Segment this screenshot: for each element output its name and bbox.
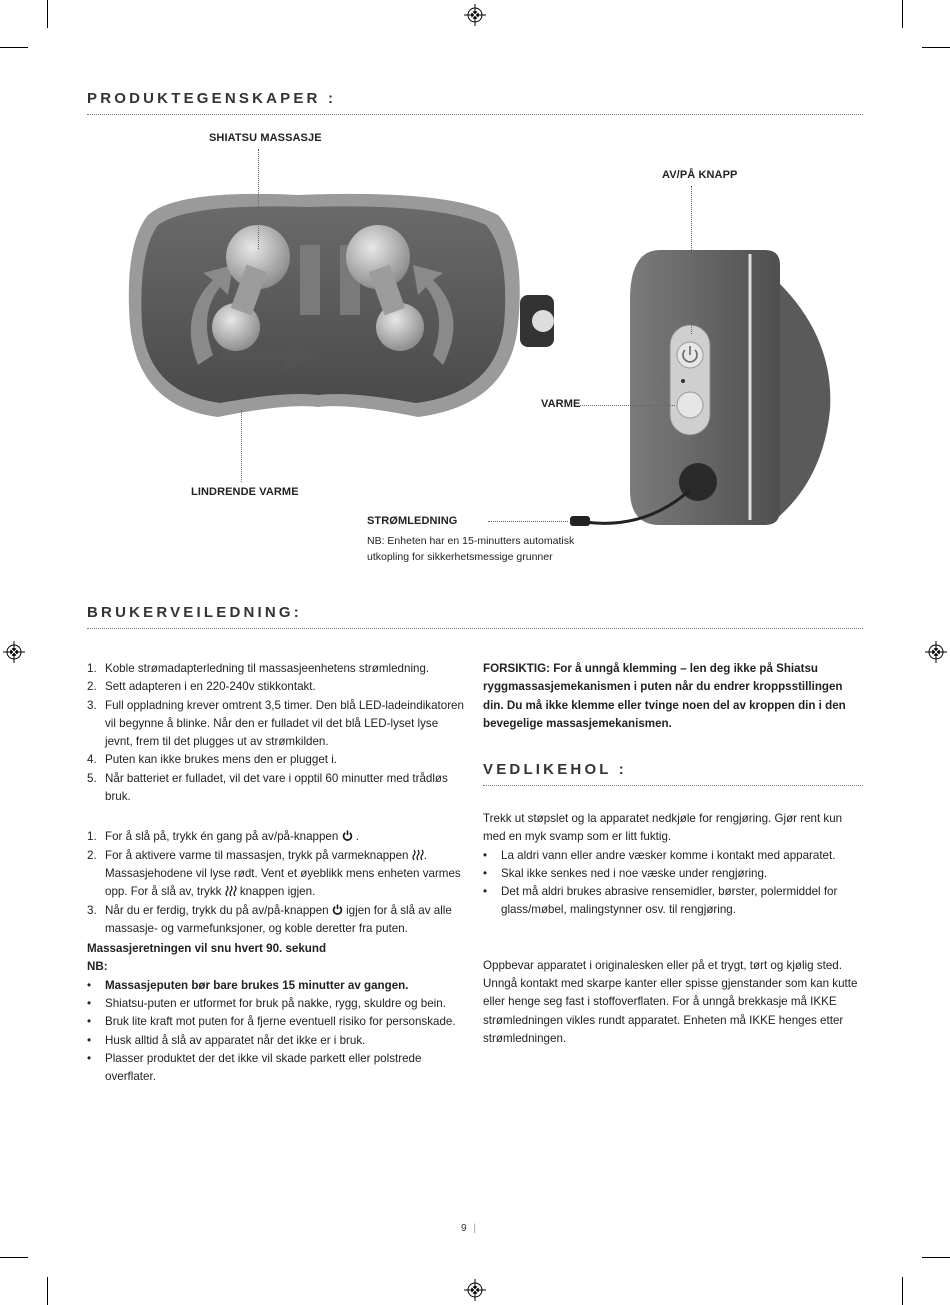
step-number: 1.	[87, 830, 97, 844]
step-number: 2.	[87, 848, 97, 862]
registration-mark-icon	[464, 4, 486, 26]
step-number: 3.	[87, 903, 97, 917]
caution-text: FORSIKTIG: For å unngå klemming – len deg ikke på Shiatsu ryggmassasjemekanismen i puten når du endrer kroppsstillingen din. Du må ikke klemme eller tvinge noen del av kroppen din i den bevegelige massasjemekanismen.	[483, 662, 846, 730]
crop-mark	[902, 1277, 903, 1305]
list-item	[483, 847, 863, 865]
usage-right-column	[483, 660, 863, 733]
crop-mark	[47, 1277, 48, 1305]
bullet-icon: •	[87, 997, 92, 1011]
step-number: 1.	[87, 662, 97, 675]
list-item	[483, 883, 863, 920]
bullet-text: Plasser produktet der det ikke vil skade parkett eller polstrede overflater.	[105, 1051, 422, 1084]
registration-mark-icon	[925, 641, 947, 663]
bullet-icon: •	[483, 866, 488, 880]
crop-mark	[0, 1257, 28, 1258]
maintenance-column	[483, 810, 863, 1048]
operation-steps-list	[87, 828, 467, 938]
bullet-icon: •	[87, 1033, 92, 1047]
bullet-text: Husk alltid å slå av apparatet når det ikke er i bruk.	[105, 1033, 366, 1047]
step-number: 5.	[87, 771, 97, 785]
step-number: 3.	[87, 698, 97, 712]
cord-note-line: utkopling for sikkerhetsmessige grunner	[367, 551, 553, 563]
list-item	[87, 828, 467, 846]
leader-line	[258, 149, 259, 249]
step-text: Sett adapteren i en 220-240v stikkontakt.	[105, 680, 316, 694]
list-item	[87, 660, 467, 678]
bullet-text: Massasjeputen bør bare brukes 15 minutter av gangen.	[105, 978, 409, 992]
leader-line	[241, 410, 242, 482]
section-rule	[483, 785, 863, 786]
list-item	[87, 977, 467, 995]
list-item	[87, 847, 467, 902]
step-text: igjen for å slå av alle massasje- og varmefunksjoner, og koble deretter fra puten.	[105, 903, 452, 935]
crop-mark	[47, 0, 48, 28]
crop-mark	[902, 0, 903, 28]
bullet-icon: •	[483, 848, 488, 862]
section-rule	[87, 628, 863, 629]
list-item	[87, 697, 467, 752]
step-text: For å slå på, trykk én gang på av/på-knappen	[105, 830, 339, 844]
maintenance-title: VEDLIKEHOL :	[483, 761, 627, 778]
heat-waves-icon	[412, 849, 424, 861]
list-item	[87, 751, 467, 769]
step-text: Full oppladning krever omtrent 3,5 timer. Den blå LED-ladeindikatoren vil begynne å blinke. Når den er fulladet vil det blå LED-lyset lyse jevnt, frem til det plugges ut av strømkilden.	[105, 698, 464, 749]
massage-pillow-side-image	[565, 240, 840, 545]
page-number	[461, 1223, 476, 1234]
bullet-text: Shiatsu-puten er utformet for bruk på nakke, rygg, skuldre og bein.	[105, 997, 446, 1011]
usage-notes-list	[87, 977, 467, 1087]
list-item	[87, 770, 467, 807]
page-separator: |	[473, 1223, 476, 1234]
list-item	[87, 1050, 467, 1087]
step-number: 2.	[87, 680, 97, 694]
massage-pillow-front-image	[118, 185, 558, 445]
cord-note-line: NB: Enheten har en 15-minutters automatisk	[367, 535, 575, 547]
section-rule	[87, 114, 863, 115]
label-on-off-button: AV/PÅ KNAPP	[662, 169, 738, 181]
setup-steps-list	[87, 660, 467, 806]
list-item	[483, 865, 863, 883]
features-title: PRODUKTEGENSKAPER :	[87, 90, 337, 107]
step-text: Koble strømadapterledning til massasjeenhetens strømledning.	[105, 662, 430, 675]
registration-mark-icon	[464, 1279, 486, 1301]
label-shiatsu-massage: SHIATSU MASSASJE	[209, 132, 322, 144]
direction-note: Massasjeretningen vil snu hvert 90. sekund	[87, 942, 327, 956]
bullet-icon: •	[87, 1051, 92, 1065]
label-soothing-heat: LINDRENDE VARME	[191, 486, 299, 498]
step-text: knappen igjen.	[236, 885, 316, 899]
step-text: .	[352, 830, 359, 844]
crop-mark	[922, 1257, 950, 1258]
leader-line	[580, 405, 675, 406]
bullet-text: La aldri vann eller andre væsker komme i kontakt med apparatet.	[501, 848, 836, 862]
crop-mark	[0, 47, 28, 48]
leader-line	[488, 521, 568, 522]
crop-mark	[922, 47, 950, 48]
step-text: Puten kan ikke brukes mens den er plugget i.	[105, 753, 338, 767]
power-icon	[332, 904, 343, 915]
step-number: 4.	[87, 753, 97, 767]
list-item	[87, 678, 467, 696]
registration-mark-icon	[3, 641, 25, 663]
step-text: For å aktivere varme til massasjen, trykk på varmeknappen	[105, 848, 409, 862]
maintenance-intro: Trekk ut støpslet og la apparatet nedkjøle for rengjøring. Gjør rent kun med en myk svamp som er litt fuktig.	[483, 812, 843, 844]
list-item	[87, 902, 467, 939]
storage-text: Oppbevar apparatet i originalesken eller på et trygt, tørt og kjølig sted. Unngå kontakt med skarpe kanter eller spisse gjenstander som kan kutte eller henge seg fast i stoffoverflaten. For å unngå brekkasje må IKKE strømledningen vikles rundt apparatet. Enheten må IKKE henges etter strømledningen.	[483, 958, 858, 1045]
list-item	[87, 995, 467, 1013]
bullet-text: Bruk lite kraft mot puten for å fjerne eventuell risiko for personskade.	[105, 1015, 456, 1029]
page-number-value: 9	[461, 1223, 467, 1234]
heat-waves-icon	[225, 885, 237, 897]
bullet-icon: •	[483, 885, 488, 899]
bullet-text: Skal ikke senkes ned i noe væske under rengjøring.	[501, 866, 768, 880]
list-item	[87, 1013, 467, 1031]
step-text: . Massasjehodene vil lyse rødt. Vent et øyeblikk mens enheten varmes opp. For å slå av, trykk	[105, 848, 461, 899]
label-heat: VARME	[541, 398, 581, 410]
leader-line	[691, 186, 692, 334]
cord-note	[367, 533, 574, 565]
step-text: Når du er ferdig, trykk du på av/på-knappen	[105, 903, 329, 917]
usage-title: BRUKERVEILEDNING:	[87, 604, 302, 621]
power-icon	[342, 830, 353, 841]
step-text: Når batteriet er fulladet, vil det vare i opptil 60 minutter med trådløs bruk.	[105, 771, 448, 804]
label-power-cord: STRØMLEDNING	[367, 515, 458, 527]
maintenance-list	[483, 847, 863, 920]
bullet-icon: •	[87, 1015, 92, 1029]
bullet-text: Det må aldri brukes abrasive rensemidler, børster, polermiddel for glass/møbel, malingstynner osv. til rengjøring.	[501, 885, 838, 917]
bullet-icon: •	[87, 978, 92, 992]
list-item	[87, 1032, 467, 1050]
nb-label: NB:	[87, 960, 108, 974]
usage-left-column	[87, 660, 467, 1087]
